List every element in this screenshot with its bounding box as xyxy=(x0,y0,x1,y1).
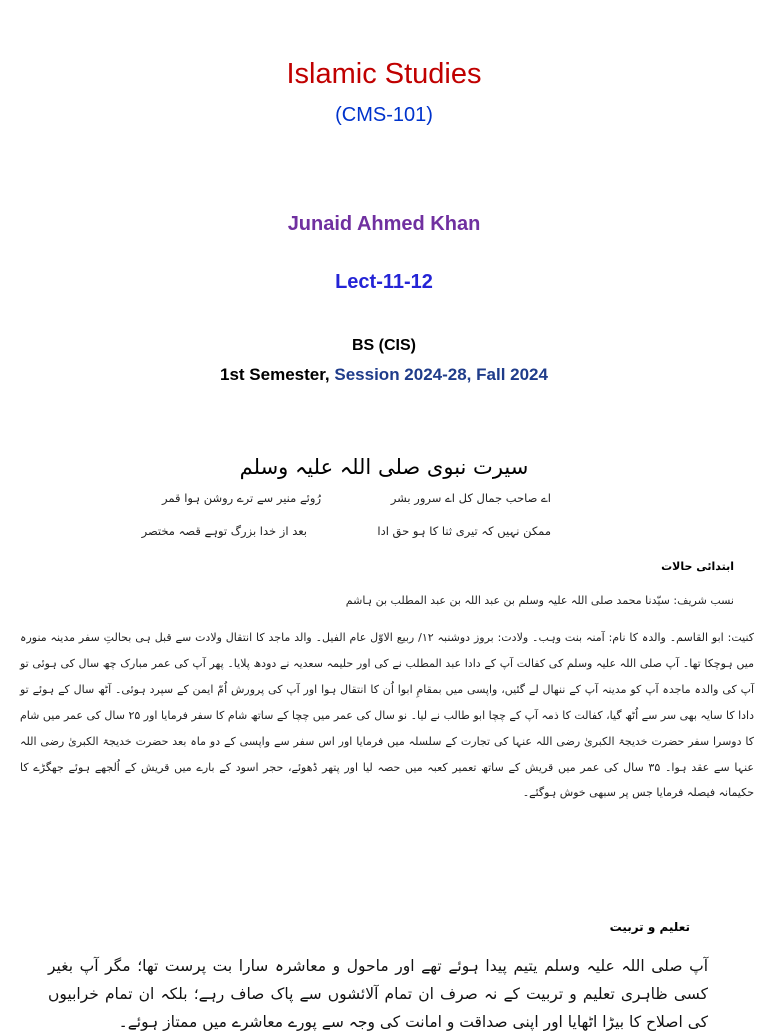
author-name: Junaid Ahmed Khan xyxy=(287,213,481,235)
document-title: Islamic Studies xyxy=(286,58,482,90)
early-life-paragraph: کنیت: ابو القاسم۔ والدہ کا نام: آمنہ بنت وہب۔ ولادت: بروز دوشنبہ ۱۲/ ربیع الاوّل عام الفیل۔ والد ماجد کا انتقال ولادت سے قبل ہی بحالتِ سفر مدینہ منورہ میں ہوچکا تھا۔ آپ صلی اللہ علیہ وسلم کی کفالت آپ کے دادا عبد المطلب نے کی اور حلیمہ سعدیہ نے دودھ پلایا۔ پھر آپ کی عمر مبارک چھ سال کی ہوئی تو آپ کی والدہ ماجدہ آپ کو مدینہ آپ کے ننھال لے گئیں، واپسی میں بمقامِ ابوا اُن کا انتقال ہوا اور آپ کی پرورش اُمّ ایمن کے سپرد ہوئی۔ آٹھ سال کے ہوئے تو دادا کا سایہ بھی سر سے اُٹھ گیا، کفالت کا ذمہ آپ کے چچا ابو طالب نے لیا۔ نو سال کی عمر میں چچا کے ساتھ شام کا سفر فرمایا اور ۲۵ سال کی عمر میں شام کا دوسرا سفر حضرت خدیجۃ الکبریٰ رضی اللہ عنہا کی تجارت کے سلسلہ میں فرمایا اور اس سفر سے واپسی کے دو ماہ بعد حضرت خدیجۃ الکبریٰ رضی اللہ عنہا سے عقد ہوا۔ ۳۵ سال کی عمر میں قریش کے ساتھ تعمیر کعبہ میں حصہ لیا اور پتھر ڈھوئے، حجر اسود کے بارے میں قریش کے اُلجھے ہوئے جھگڑے کا حکیمانہ فیصلہ فرمایا جس پر سبھی خوش ہوگئے۔ xyxy=(20,631,754,800)
verse-line-1-first: اے صاحب جمال کل اے سرور بشر xyxy=(390,491,551,505)
verse-line-2-second: بعد از خدا بزرگ توہے قصہ مختصر xyxy=(141,524,307,538)
education-paragraph: آپ صلی اللہ علیہ وسلم یتیم پیدا ہوئے تھے اور ماحول و معاشرہ سارا بت پرست تھا؛ مگر آپ بغیر کسی ظاہری تعلیم و تربیت کے نہ صرف ان تمام آلائشوں سے پاک صاف رہے؛ بلکہ ان تمام خرابیوں کی اصلاح کا بیڑا اٹھایا اور اپنی صداقت و امانت کی وجہ سے پورے معاشرے میں ممتاز ہوئے۔ xyxy=(48,957,708,1031)
lecture-number: Lect-11-12 xyxy=(335,271,433,293)
semester-prefix: 1st Semester, xyxy=(220,365,330,384)
verse-line-2-first: ممکن نہیں کہ تیری ثنا کا ہو حق ادا xyxy=(377,524,551,538)
program-name: BS (CIS) xyxy=(352,337,416,354)
subheading-education: تعلیم و تربیت xyxy=(609,920,690,934)
verse-line-1-second: رُوئے منیر سے ترے روشن ہوا قمر xyxy=(162,491,321,505)
course-code: (CMS-101) xyxy=(335,104,433,126)
lineage-line: نسب شریف: سیّدنا محمد صلی اللہ علیہ وسلم بن عبد اللہ بن عبد المطلب بن ہاشم xyxy=(345,594,734,607)
subheading-early-life: ابتدائی حالات xyxy=(661,560,734,573)
semester-line xyxy=(0,365,768,385)
semester-session: Session 2024-28, Fall 2024 xyxy=(329,365,548,384)
section-heading: سیرت نبوی صلی اللہ علیہ وسلم xyxy=(239,455,529,479)
